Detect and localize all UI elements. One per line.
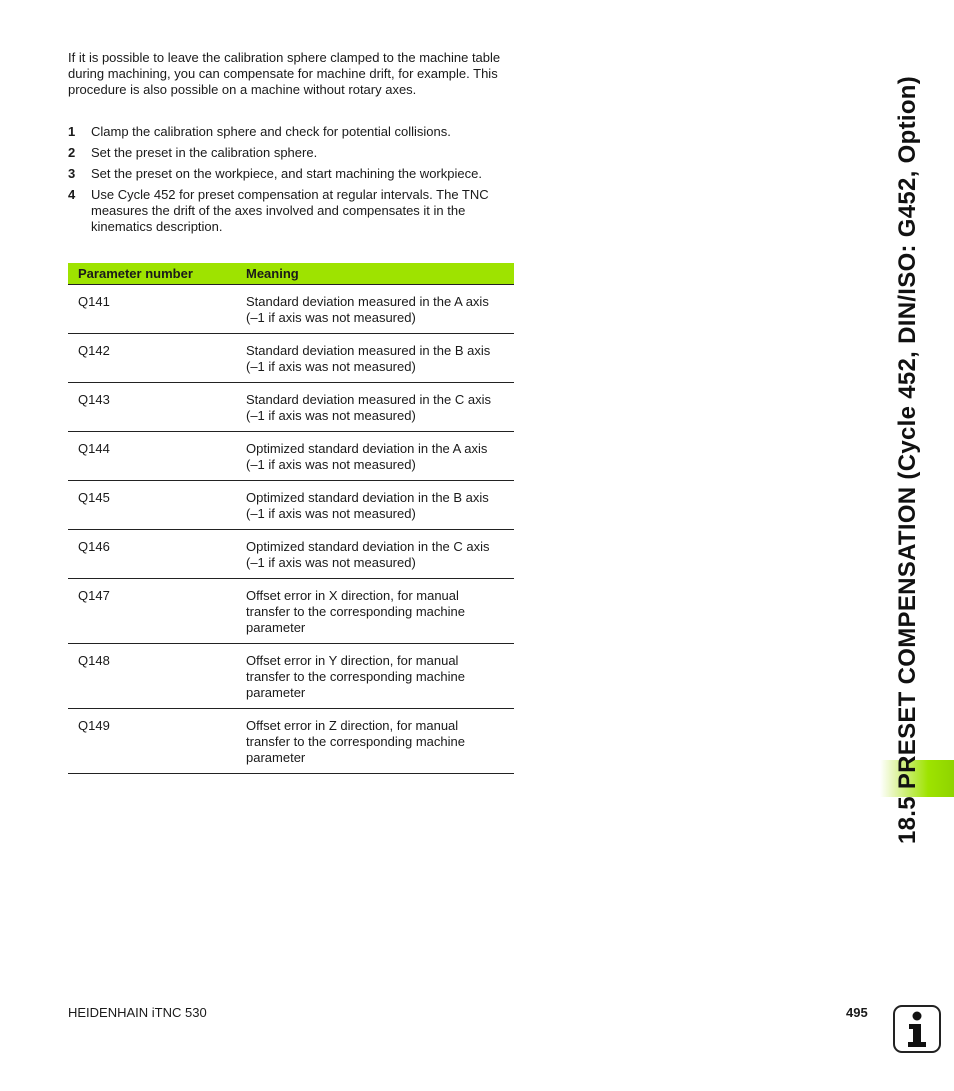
meaning-cell: Offset error in Y direction, for manual transfer to the corresponding machine parameter: [246, 644, 514, 709]
step-item: [68, 145, 513, 161]
meaning-cell: Optimized standard deviation in the A axis (–1 if axis was not measured): [246, 432, 514, 481]
header-parameter-number: Parameter number: [68, 263, 246, 285]
chapter-side-title-text: 18.5 PRESET COMPENSATION (Cycle 452, DIN/ISO: G452, Option): [894, 75, 921, 845]
table-row: [68, 709, 514, 774]
step-text: Set the preset on the workpiece, and start machining the workpiece.: [91, 166, 482, 181]
step-item: [68, 166, 513, 182]
table-row: [68, 285, 514, 334]
parameter-table: [68, 263, 514, 774]
meaning-cell: Standard deviation measured in the A axis (–1 if axis was not measured): [246, 285, 514, 334]
step-number: 2: [68, 145, 76, 160]
info-glyph: [902, 1010, 932, 1048]
step-item: [68, 124, 513, 140]
meaning-cell: Standard deviation measured in the B axis (–1 if axis was not measured): [246, 334, 514, 383]
page-number: 495: [846, 1005, 868, 1020]
meaning-cell: Offset error in Z direction, for manual transfer to the corresponding machine parameter: [246, 709, 514, 774]
header-meaning: Meaning: [246, 263, 514, 285]
step-number: 4: [68, 187, 76, 202]
table-row: [68, 579, 514, 644]
info-icon: [893, 1005, 941, 1053]
intro-paragraph: If it is possible to leave the calibration sphere clamped to the machine table during machining, you can compensate for machine drift, for example. This procedure is also possible on a machine without rotary axes.: [68, 50, 501, 97]
table-header-row: [68, 263, 514, 285]
meaning-cell: Standard deviation measured in the C axis (–1 if axis was not measured): [246, 383, 514, 432]
table-row: [68, 530, 514, 579]
param-cell: Q143: [68, 383, 246, 432]
step-text: Set the preset in the calibration sphere.: [91, 145, 318, 160]
meaning-cell: Optimized standard deviation in the C axis (–1 if axis was not measured): [246, 530, 514, 579]
param-cell: Q147: [68, 579, 246, 644]
param-cell: Q144: [68, 432, 246, 481]
table-row: [68, 644, 514, 709]
table-row: [68, 432, 514, 481]
param-cell: Q148: [68, 644, 246, 709]
meaning-cell: Offset error in X direction, for manual transfer to the corresponding machine parameter: [246, 579, 514, 644]
param-cell: Q149: [68, 709, 246, 774]
table-row: [68, 334, 514, 383]
table-row: [68, 383, 514, 432]
param-cell: Q142: [68, 334, 246, 383]
param-cell: Q145: [68, 481, 246, 530]
param-cell: Q141: [68, 285, 246, 334]
steps-list: [68, 124, 513, 240]
step-number: 1: [68, 124, 76, 139]
step-item: [68, 187, 513, 235]
step-text: Clamp the calibration sphere and check for potential collisions.: [91, 124, 451, 139]
param-cell: Q146: [68, 530, 246, 579]
table-row: [68, 481, 514, 530]
footer-manual-title: HEIDENHAIN iTNC 530: [68, 1005, 207, 1020]
step-number: 3: [68, 166, 76, 181]
meaning-cell: Optimized standard deviation in the B axis (–1 if axis was not measured): [246, 481, 514, 530]
step-text: Use Cycle 452 for preset compensation at regular intervals. The TNC measures the drift of the axes involved and compensates it in the kinematics description.: [91, 187, 489, 234]
